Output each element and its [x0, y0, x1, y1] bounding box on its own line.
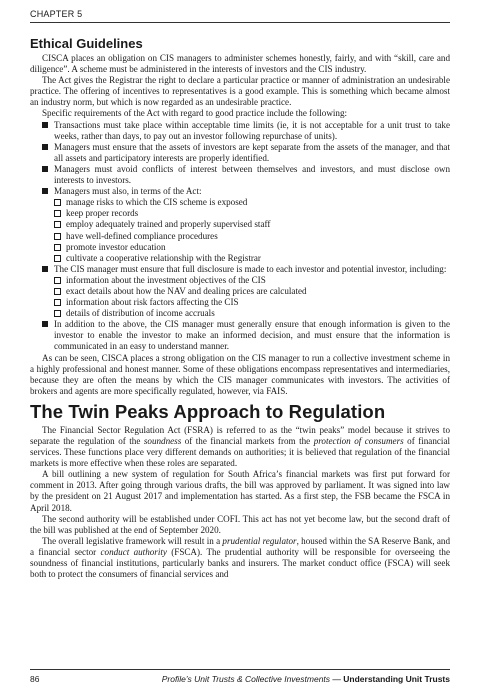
book-title-main: Understanding Unit Trusts: [343, 674, 450, 684]
section-heading-ethical-guidelines: Ethical Guidelines: [30, 36, 143, 51]
paragraph: [30, 425, 450, 469]
header-rule: [30, 22, 450, 23]
book-title-publisher: Profile’s Unit Trusts & Collective Investments —: [161, 674, 344, 684]
list-item-text: The CIS manager must ensure that full disclosure is made to each investor and potential investor, including:: [54, 263, 447, 274]
sub-list-item: [54, 308, 450, 319]
sub-list-item-text: keep proper records: [66, 208, 139, 219]
sub-list-item: [54, 197, 450, 208]
checkbox-bullet-icon: [54, 210, 61, 217]
checkbox-bullet-icon: [54, 277, 61, 284]
list-item-text: Transactions must take place within acceptable time limits (ie, it is not acceptable for a unit trust to take weeks, rather than days, to pay out an investor following repurchase of units).: [54, 119, 450, 141]
page-number: 86: [30, 674, 40, 684]
checkbox-bullet-icon: [54, 199, 61, 206]
list-item: [42, 264, 450, 319]
square-bullet-icon: [42, 321, 48, 327]
paragraph: The Act gives the Registrar the right to declare a particular practice or manner of administration an undesirable practice. The offering of incentives to representatives is a good example. This is something which became almost an industry norm, but which is now regarded as an undesirable practice.: [30, 75, 450, 108]
text-run: of the financial markets from the: [181, 436, 314, 446]
sub-list-item-text: manage risks to which the CIS scheme is exposed: [66, 197, 248, 208]
square-bullet-icon: [42, 266, 48, 272]
text-run: (FSCA). The prudential authority will be responsible for overseeing the soundness of financial institutions, particularly banks and insurers. The market conduct office (FSCA) will seek both to protect the consumers of financial services and: [30, 546, 450, 580]
list-item: [42, 319, 450, 352]
sub-list-item-text: information about risk factors affecting the CIS: [66, 297, 239, 308]
sub-list-item-text: details of distribution of income accruals: [66, 308, 215, 319]
italic-term: conduct authority: [100, 546, 167, 557]
checkbox-bullet-icon: [54, 244, 61, 251]
list-item-text: Managers must avoid conflicts of interest between themselves and investors, and must disclose own interests to investors.: [54, 163, 450, 186]
sub-list-item: [54, 219, 450, 230]
chapter-header: CHAPTER 5: [30, 9, 83, 19]
list-item: [42, 120, 450, 142]
checkbox-bullet-icon: [54, 310, 61, 317]
list-item-text: Managers must ensure that the assets of investors are kept separate from the assets of the manager, and that all assets and participatory interests are properly identified.: [54, 141, 450, 163]
italic-term: prudential regulator: [222, 535, 297, 546]
checkbox-bullet-icon: [54, 233, 61, 240]
square-bullet-icon: [42, 122, 48, 128]
list-item: [42, 142, 450, 164]
square-bullet-icon: [42, 144, 48, 150]
sub-list-item-text: have well-defined compliance procedures: [66, 230, 218, 241]
italic-term: protection of consumers: [313, 436, 404, 446]
book-title: [162, 674, 450, 684]
sub-list-item-text: exact details about how the NAV and dealing prices are calculated: [66, 285, 307, 296]
paragraph: A bill outlining a new system of regulation for South Africa’s financial markets was first put forward for comment in 2013. After going through various drafts, the bill was approved by parliament. It was signed into law by the president on 21 August 2017 and implementation has started. As a first step, the FSB became the FSCA in April 2018.: [30, 469, 450, 513]
square-bullet-icon: [42, 166, 48, 172]
footer-rule: [30, 669, 450, 670]
sub-list-item: [54, 253, 450, 264]
sub-list-item-text: cultivate a cooperative relationship with the Registrar: [66, 252, 261, 263]
list-item: [42, 186, 450, 264]
sub-list-item: [54, 297, 450, 308]
text-run: , housed within the SA Reserve Bank, and a financial sector: [30, 535, 451, 557]
paragraph: [30, 536, 450, 580]
sub-list-item: [54, 286, 450, 297]
checkbox-bullet-icon: [54, 288, 61, 295]
sub-list: [54, 197, 450, 264]
requirements-list: [30, 120, 450, 353]
sub-list-item: [54, 231, 450, 242]
section-heading-twin-peaks: The Twin Peaks Approach to Regulation: [30, 400, 386, 422]
list-item-text: Managers must also, in terms of the Act:: [54, 186, 202, 197]
paragraph: As can be seen, CISCA places a strong obligation on the CIS manager to run a collective investment scheme in a highly professional and honest manner. Some of these obligations encompass representatives and intermediaries, because they are often the means by which the CIS manager communicates with investors. The activities of brokers and agents are more specifically regulated, however, via FAIS.: [30, 352, 450, 396]
text-run: of financial services. These functions place very different demands on authorities; it is believed that regulation of the financial markets is more effective when these roles are separated.: [30, 436, 451, 469]
checkbox-bullet-icon: [54, 299, 61, 306]
sub-list-item-text: employ adequately trained and properly supervised staff: [66, 219, 271, 230]
sub-list-item-text: information about the investment objectives of the CIS: [66, 274, 266, 285]
paragraph: CISCA places an obligation on CIS managers to administer schemes honestly, fairly, and with “skill, care and diligence”. A scheme must be administered in the interests of investors and the CIS industry.: [30, 53, 450, 75]
checkbox-bullet-icon: [54, 255, 61, 262]
italic-term: soundness: [143, 436, 182, 446]
sub-list-item: [54, 242, 450, 253]
checkbox-bullet-icon: [54, 221, 61, 228]
paragraph: The second authority will be established under COFI. This act has not yet become law, but the second draft of the bill was published at the end of September 2020.: [30, 513, 450, 535]
text-run: The overall legislative framework will result in a: [42, 535, 223, 546]
sub-list: [54, 275, 450, 319]
sub-list-item: [54, 275, 450, 286]
text-run: The Financial Sector Regulation Act (FSRA) is referred to as the “twin peaks” model because it strives to separate the regulation of the: [30, 424, 450, 446]
list-item-text: In addition to the above, the CIS manager must generally ensure that enough information is given to the investor to enable the investor to make an informed decision, and must ensure that the information is communicated in an easy to understand manner.: [54, 319, 450, 352]
square-bullet-icon: [42, 188, 48, 194]
list-item: [42, 164, 450, 186]
paragraph: Specific requirements of the Act with regard to good practice include the following:: [42, 108, 348, 119]
sub-list-item: [54, 208, 450, 219]
sub-list-item-text: promote investor education: [66, 241, 166, 252]
page-body: [30, 36, 450, 580]
